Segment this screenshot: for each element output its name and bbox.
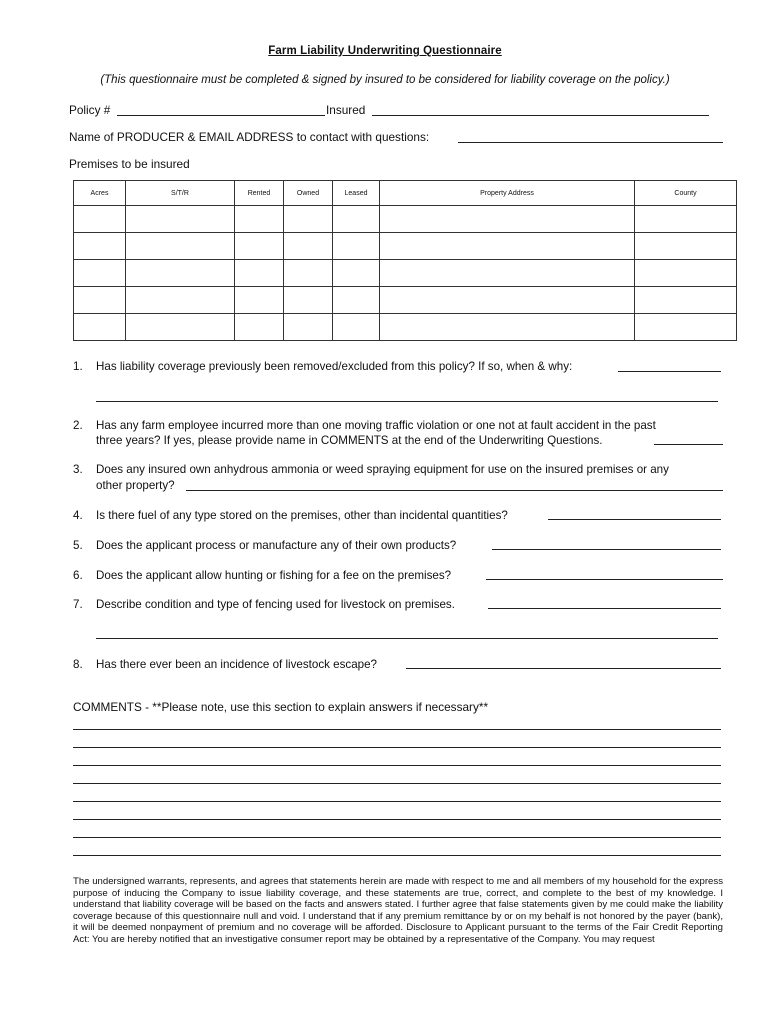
question-8-answer-field[interactable] <box>406 668 721 669</box>
cell-str[interactable] <box>126 233 235 260</box>
question-5 <box>73 537 723 554</box>
cell-acres[interactable] <box>74 206 126 233</box>
question-number: 4. <box>73 509 83 522</box>
question-6-answer-field[interactable] <box>486 579 723 580</box>
insured-field[interactable] <box>372 115 709 116</box>
cell-acres[interactable] <box>74 314 126 341</box>
question-3-answer-field[interactable] <box>186 490 723 491</box>
question-text-continued: other property? <box>96 479 175 492</box>
cell-leased[interactable] <box>333 206 380 233</box>
question-text: Does any insured own anhydrous ammonia or weed spraying equipment for use on the insured premises or any <box>96 463 669 476</box>
cell-owned[interactable] <box>284 260 333 287</box>
premises-label: Premises to be insured <box>69 157 190 171</box>
cell-owned[interactable] <box>284 287 333 314</box>
cell-county[interactable] <box>635 233 737 260</box>
cell-property-address[interactable] <box>380 206 635 233</box>
cell-leased[interactable] <box>333 233 380 260</box>
cell-rented[interactable] <box>235 287 284 314</box>
header-rented: Rented <box>235 181 284 206</box>
comment-line[interactable] <box>73 747 721 748</box>
comment-line[interactable] <box>73 729 721 730</box>
question-2-answer-field[interactable] <box>654 444 723 445</box>
comments-label: COMMENTS - **Please note, use this section to explain answers if necessary** <box>73 700 489 714</box>
question-6 <box>73 567 723 584</box>
cell-property-address[interactable] <box>380 260 635 287</box>
question-number: 2. <box>73 419 83 432</box>
question-number: 5. <box>73 539 83 552</box>
question-text: Is there fuel of any type stored on the premises, other than incidental quantities? <box>96 509 508 522</box>
question-7-answer-field[interactable] <box>488 608 721 609</box>
question-number: 3. <box>73 463 83 476</box>
cell-owned[interactable] <box>284 233 333 260</box>
comment-line[interactable] <box>73 801 721 802</box>
disclaimer-paragraph: The undersigned warrants, represents, and agrees that statements herein are made with respect to me and all members of my household for the express purpose of inducing the Company to issue liability coverage, and these statements are true, correct, and complete to the best of my knowledge. I understand that liability coverage will be based on the facts and answers stated. I further agree that false statements given by me could make the liability coverage because of this questionnaire null and void. I understand that if any premium remittance by or on my behalf is not honored by the payer (bank), it will be deemed nonpayment of premium and no coverage will be afforded. Disclosure to Applicant pursuant to the terms of the Fair Credit Reporting Act: You are hereby notified that an investigative consumer report may be obtained by a representative of the Company. You may request <box>73 876 723 945</box>
question-text: Has there ever been an incidence of livestock escape? <box>96 658 377 671</box>
cell-county[interactable] <box>635 314 737 341</box>
question-text: Does the applicant process or manufacture any of their own products? <box>96 539 457 552</box>
header-county: County <box>635 181 737 206</box>
cell-property-address[interactable] <box>380 287 635 314</box>
question-5-answer-field[interactable] <box>492 549 721 550</box>
question-number: 7. <box>73 598 83 611</box>
comment-line[interactable] <box>73 855 721 856</box>
table-row <box>74 233 737 260</box>
cell-county[interactable] <box>635 206 737 233</box>
cell-rented[interactable] <box>235 206 284 233</box>
comment-line[interactable] <box>73 765 721 766</box>
question-text: Does the applicant allow hunting or fishing for a fee on the premises? <box>96 569 452 582</box>
question-text: Describe condition and type of fencing used for livestock on premises. <box>96 598 455 611</box>
cell-acres[interactable] <box>74 260 126 287</box>
question-number: 1. <box>73 360 83 373</box>
question-1-answer-field[interactable] <box>618 371 721 372</box>
table-row <box>74 260 737 287</box>
cell-property-address[interactable] <box>380 233 635 260</box>
question-1 <box>73 358 723 406</box>
cell-acres[interactable] <box>74 233 126 260</box>
cell-acres[interactable] <box>74 287 126 314</box>
question-7-answer-line-2[interactable] <box>96 638 718 639</box>
question-1-answer-line-2[interactable] <box>96 401 718 402</box>
cell-county[interactable] <box>635 287 737 314</box>
question-text-continued: three years? If yes, please provide name in COMMENTS at the end of the Underwriting Questions. <box>96 434 603 447</box>
policy-line <box>69 103 110 117</box>
header-str: S/T/R <box>126 181 235 206</box>
cell-rented[interactable] <box>235 314 284 341</box>
cell-owned[interactable] <box>284 206 333 233</box>
cell-county[interactable] <box>635 260 737 287</box>
comment-line[interactable] <box>73 819 721 820</box>
question-4-answer-field[interactable] <box>548 519 721 520</box>
question-number: 6. <box>73 569 83 582</box>
cell-rented[interactable] <box>235 233 284 260</box>
form-subtitle: (This questionnaire must be completed & signed by insured to be considered for liability coverage on the policy.) <box>100 74 670 86</box>
producer-label: Name of PRODUCER & EMAIL ADDRESS to contact with questions: <box>69 130 430 144</box>
question-text: Has liability coverage previously been removed/excluded from this policy? If so, when & why: <box>96 360 573 373</box>
policy-number-field[interactable] <box>117 115 325 116</box>
header-property-address: Property Address <box>380 181 635 206</box>
premises-table-header <box>74 181 737 206</box>
header-leased: Leased <box>333 181 380 206</box>
cell-str[interactable] <box>126 287 235 314</box>
premises-table <box>73 180 737 341</box>
policy-label: Policy # <box>69 103 111 117</box>
comment-line[interactable] <box>73 837 721 838</box>
question-8 <box>73 656 723 673</box>
insured-label: Insured <box>326 103 366 117</box>
cell-str[interactable] <box>126 314 235 341</box>
cell-owned[interactable] <box>284 314 333 341</box>
producer-email-field[interactable] <box>458 142 723 143</box>
cell-rented[interactable] <box>235 260 284 287</box>
question-text: Has any farm employee incurred more than one moving traffic violation or one not at fault accident in the past <box>96 419 656 432</box>
comment-line[interactable] <box>73 783 721 784</box>
question-number: 8. <box>73 658 83 671</box>
table-row <box>74 287 737 314</box>
cell-str[interactable] <box>126 260 235 287</box>
table-row <box>74 206 737 233</box>
cell-property-address[interactable] <box>380 314 635 341</box>
header-owned: Owned <box>284 181 333 206</box>
cell-leased[interactable] <box>333 314 380 341</box>
header-acres: Acres <box>74 181 126 206</box>
cell-leased[interactable] <box>333 287 380 314</box>
question-4 <box>73 507 723 524</box>
cell-leased[interactable] <box>333 260 380 287</box>
cell-str[interactable] <box>126 206 235 233</box>
table-row <box>74 314 737 341</box>
question-7 <box>73 596 723 613</box>
form-title: Farm Liability Underwriting Questionnaire <box>268 45 502 57</box>
question-2 <box>73 417 723 451</box>
